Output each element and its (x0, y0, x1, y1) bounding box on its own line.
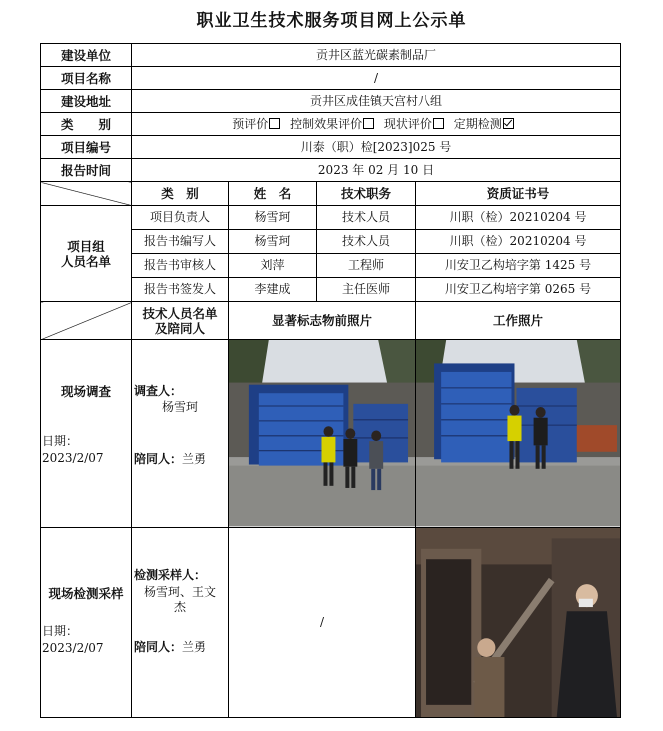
sampling-row (41, 527, 621, 717)
landmark-photo-header: 显著标志物前照片 (229, 302, 416, 340)
row-unit (41, 44, 621, 67)
checkbox-periodic-test[interactable] (503, 118, 514, 129)
row-report-time (41, 159, 621, 182)
unit-label: 建设单位 (41, 44, 132, 67)
member-name: 李建成 (229, 278, 317, 302)
sampling-landmark-photo: / (229, 527, 416, 717)
photo-header-corner (41, 302, 132, 340)
report-time-value: 2023 年 02 月 10 日 (132, 159, 621, 182)
member-title: 工程师 (317, 254, 416, 278)
sampling-name: 现场检测采样 (48, 585, 124, 601)
work-photo-header: 工作照片 (416, 302, 621, 340)
member-name: 杨雪珂 (229, 230, 317, 254)
survey-companion: 陪同人：兰勇 (134, 452, 207, 467)
sampling-photo-image (416, 528, 620, 717)
landmark-photo-image (229, 340, 415, 526)
photo-header-row (41, 302, 621, 340)
survey-name: 现场调查 (60, 384, 111, 400)
investigator-name: 杨雪珂 (161, 400, 198, 415)
member-cert: 川职（检）20210204 号 (416, 206, 621, 230)
staff-header: 技术人员名单 及陪同人 (132, 302, 229, 340)
sampler-label: 检测采样人： (134, 567, 207, 582)
option-pre-eval: 预评价 (232, 117, 286, 131)
team-label: 项目组 人员名单 (41, 206, 132, 302)
row-project-no (41, 136, 621, 159)
survey-date: 日期： 2023/2/07 (42, 434, 104, 466)
member-cert: 川职（检）20210204 号 (416, 230, 621, 254)
address-label: 建设地址 (41, 90, 132, 113)
member-role: 报告书签发人 (132, 278, 229, 302)
member-title: 技术人员 (317, 206, 416, 230)
work-photo-image (416, 340, 620, 526)
member-cert: 川安卫乙构培字第 1425 号 (416, 254, 621, 278)
checkbox-pre-eval[interactable] (269, 118, 280, 129)
unit-value: 贡井区蓝光碳素制品厂 (132, 44, 621, 67)
option-status-eval: 现状评价 (384, 117, 450, 131)
checkbox-status-eval[interactable] (433, 118, 444, 129)
notice-table (40, 43, 621, 718)
team-header-cert: 资质证书号 (416, 182, 621, 206)
member-role: 报告书编写人 (132, 230, 229, 254)
survey-staff (132, 340, 229, 527)
option-control-eval: 控制效果评价 (290, 117, 380, 131)
page-title: 职业卫生技术服务项目网上公示单 (196, 11, 467, 31)
row-category (41, 113, 621, 136)
member-name: 杨雪珂 (229, 206, 317, 230)
member-title: 技术人员 (317, 230, 416, 254)
sampling-date: 日期： 2023/2/07 (42, 623, 104, 655)
member-cert: 川安卫乙构培字第 0265 号 (416, 278, 621, 302)
member-role: 项目负责人 (132, 206, 229, 230)
address-value: 贡井区成佳镇天宫村八组 (132, 90, 621, 113)
survey-cell (41, 340, 132, 527)
option-periodic-test: 定期检测 (454, 117, 520, 131)
project-name-value: / (132, 67, 621, 90)
project-no-label: 项目编号 (41, 136, 132, 159)
team-header-corner (41, 182, 132, 206)
category-label: 类 别 (41, 113, 132, 136)
sampler-names: 杨雪珂、王文 杰 (143, 584, 216, 614)
survey-work-photo (416, 340, 621, 527)
team-header-row (41, 182, 621, 206)
survey-row (41, 340, 621, 527)
sampling-companion: 陪同人：兰勇 (134, 639, 207, 654)
checkbox-control-eval[interactable] (363, 118, 374, 129)
team-row (41, 206, 621, 230)
project-name-label: 项目名称 (41, 67, 132, 90)
category-options (132, 113, 621, 136)
team-header-role: 类 别 (132, 182, 229, 206)
row-project-name (41, 67, 621, 90)
project-no-value: 川泰（职）检[2023]025 号 (132, 136, 621, 159)
investigator-label: 调查人： (134, 384, 183, 399)
sampling-work-photo (416, 527, 621, 717)
team-header-title: 技术职务 (317, 182, 416, 206)
member-role: 报告书审核人 (132, 254, 229, 278)
member-name: 刘萍 (229, 254, 317, 278)
sampling-cell (41, 527, 132, 717)
row-address (41, 90, 621, 113)
survey-landmark-photo (229, 340, 416, 527)
team-header-name: 姓 名 (229, 182, 317, 206)
sampling-staff (132, 527, 229, 717)
report-time-label: 报告时间 (41, 159, 132, 182)
member-title: 主任医师 (317, 278, 416, 302)
